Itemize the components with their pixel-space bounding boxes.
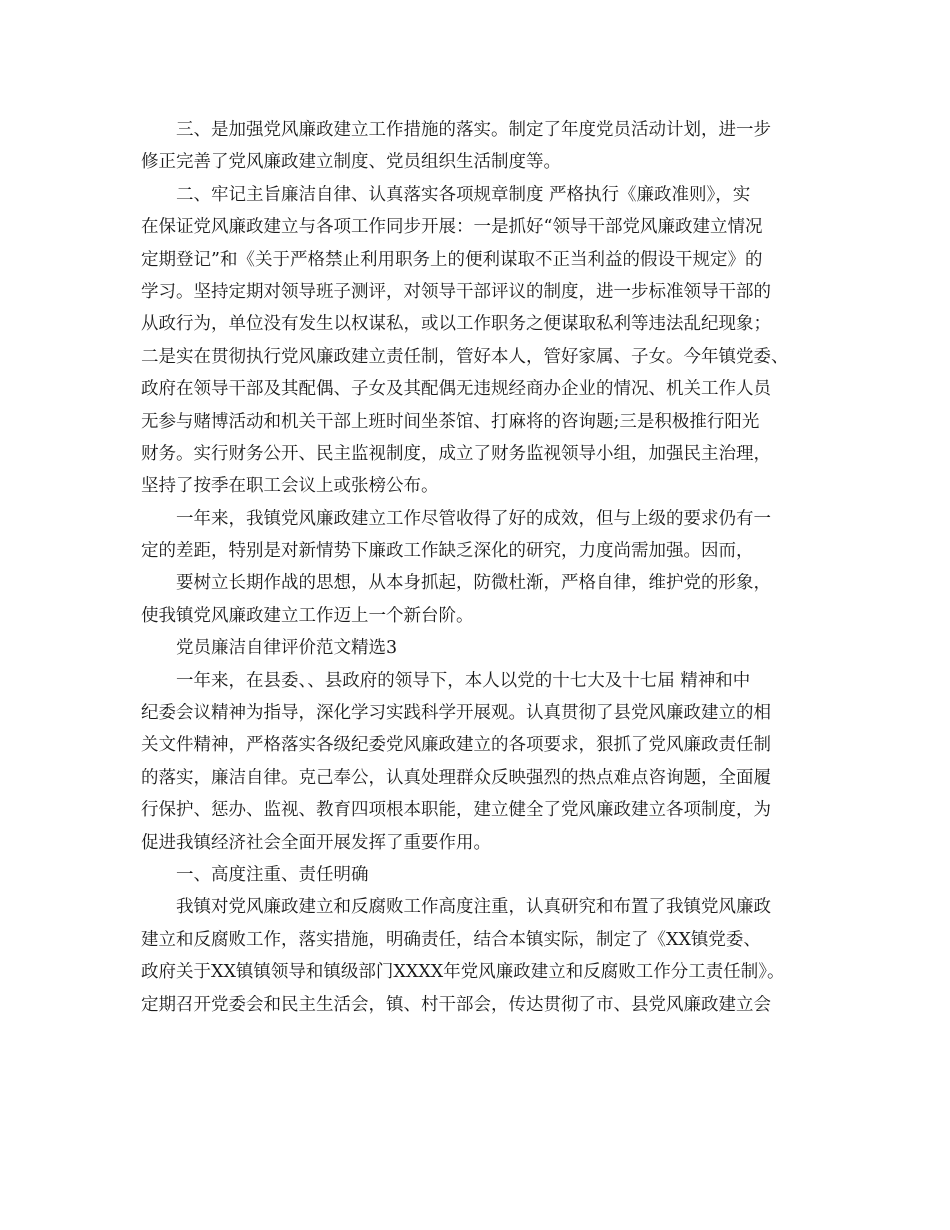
- text-line: 政府在领导干部及其配偶、子女及其配偶无违规经商办企业的情况、机关工作人员: [141, 379, 771, 400]
- text-line: 政府关于XX镇镇领导和镇级部门XXXX年党风廉政建立和反腐败工作分工责任制》。: [141, 962, 785, 983]
- text-line: 坚持了按季在职工会议上或张榜公布。: [141, 476, 439, 497]
- text-line: 从政行为，单位没有发生以权谋私，或以工作职务之便谋取私利等违法乱纪现象；: [141, 314, 771, 335]
- text-line: 行保护、惩办、监视、教育四项根本职能，建立健全了党风廉政建立各项制度，为: [141, 800, 771, 821]
- document-body: [141, 114, 831, 1021]
- text-line: 定的差距，特别是对新情势下廉政工作缺乏深化的研究，力度尚需加强。因而，: [141, 541, 754, 562]
- text-line: 二、牢记主旨廉洁自律、认真落实各项规章制度 严格执行《廉政准则》，实: [176, 184, 751, 205]
- text-line: 关文件精神，严格落实各级纪委党风廉政建立的各项要求，狠抓了党风廉政责任制: [141, 735, 771, 756]
- text-line: 二是实在贯彻执行党风廉政建立责任制，管好本人，管好家属、子女。今年镇党委、: [141, 346, 789, 367]
- text-line: 学习。坚持定期对领导班子测评，对领导干部评议的制度，进一步标准领导干部的: [141, 281, 771, 302]
- text-line: 要树立长期作战的思想，从本身抓起，防微杜渐，严格自律，维护党的形象，: [176, 573, 771, 594]
- text-line: 一年来，在县委、、县政府的领导下，本人以党的十七大及十七届 精神和中: [176, 670, 751, 691]
- text-line: 无参与赌博活动和机关干部上班时间坐茶馆、打麻将的咨询题;三是积极推行阳光: [141, 411, 760, 432]
- text-line: 在保证党风廉政建立与各项工作同步开展：一是抓好“领导干部党风廉政建立情况: [141, 217, 763, 238]
- text-line: 我镇对党风廉政建立和反腐败工作高度注重，认真研究和布置了我镇党风廉政: [176, 897, 771, 918]
- text-line: 一年来，我镇党风廉政建立工作尽管收得了好的成效，但与上级的要求仍有一: [176, 508, 771, 529]
- text-line: 三、是加强党风廉政建立工作措施的落实。制定了年度党员活动计划，进一步: [176, 120, 771, 140]
- text-line: 纪委会议精神为指导，深化学习实践科学开展观。认真贯彻了县党风廉政建立的相: [141, 703, 771, 724]
- text-line: 修正完善了党风廉政建立制度、党员组织生活制度等。: [141, 152, 561, 173]
- text-line: 定期登记”和《关于严格禁止利用职务上的便利谋取不正当利益的假设干规定》的: [141, 249, 763, 270]
- text-line: 建立和反腐败工作，落实措施，明确责任，结合本镇实际，制定了《XX镇党委、: [141, 929, 761, 950]
- text-line: 党员廉洁自律评价范文精选3: [176, 638, 398, 659]
- text-line: 促进我镇经济社会全面开展发挥了重要作用。: [141, 832, 491, 853]
- text-line: 财务。实行财务公开、民主监视制度，成立了财务监视领导小组，加强民主治理，: [141, 443, 771, 464]
- text-line: 的落实，廉洁自律。克己奉公，认真处理群众反映强烈的热点难点咨询题，全面履: [141, 767, 771, 788]
- text-line: 一、高度注重、责任明确: [176, 864, 369, 885]
- text-line: 定期召开党委会和民主生活会，镇、村干部会，传达贯彻了市、县党风廉政建立会: [141, 994, 771, 1015]
- text-line: 使我镇党风廉政建立工作迈上一个新台阶。: [141, 605, 474, 626]
